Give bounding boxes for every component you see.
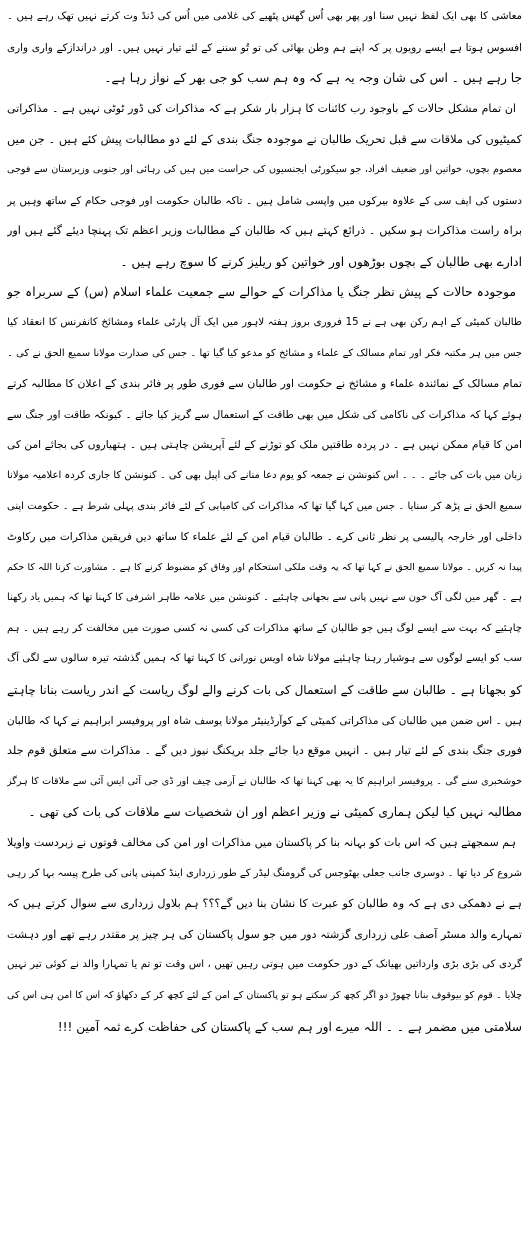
text-line: معاشی کا بھی ایک لفظ نہیں سنا اور پھر بھی اُس گھس پٹھیے کی غلامی میں اُس کی ڈنڈ وت کرتے نہیں تھک رہے ہیں ۔ bbox=[7, 11, 522, 22]
text-line: کمیٹیوں کی ملاقات سے قبل تحریک طالبان نے موجودہ جنگ بندی کے لئے دو مطالبات پیش کئے ہیں ۔ جن میں bbox=[7, 132, 522, 147]
text-line: دستوں کی ایف سی کے علاوہ بیرکوں میں واپسی شامل ہیں ۔ تاکہ طالبان حکومت اور فوجی حکام کے ساتھ وہیں پر bbox=[7, 194, 522, 207]
text-line: ہے ۔ گھر میں لگی آگ خون سے نہیں پانی سے بجھانی چاہئیے ۔ کنونشن میں علامہ طاہر اشرفی کا کہنا تھا کہ ہمیں یاد رکھنا bbox=[7, 592, 522, 604]
text-line: تمہارے والد مسٹر آصف علی زرداری گزشتہ دور میں جو سول پاکستان کی ہر چیز پر مقتدر رہے تھے اور دہشت bbox=[7, 927, 522, 941]
text-line: زبان میں بات کی جائے ۔ ۔ ۔ اس کنونشن نے جمعہ کو یوم دعا منانے کی اپیل بھی کی ۔ کنونشن کا جاری کردہ اعلامیہ مولانا bbox=[7, 469, 522, 481]
text-line: موجودہ حالات کے پیش نظر جنگ یا مذاکرات کے حوالے سے جمعیت علماء اسلام (س) کے سربراہ جو bbox=[7, 285, 516, 300]
text-line: امن کا قیام ممکن نہیں ہے ۔ در پردہ طاقتیں ملک کو توڑنے کے لئے آپریشن چاہتی ہیں ۔ ہتھیاروں کی بجائے امن کی bbox=[7, 439, 522, 452]
text-line: شروع کر دیا تھا ۔ دوسری جانب جعلی بھٹوجس کی گرومنگ لیڈر کے طور زرداری اینڈ کمپنی پانی کی طرح پیسہ بہا کر رہی bbox=[7, 867, 522, 879]
text-line: ہم سمجھتے ہیں کہ اس بات کو بہانہ بنا کر پاکستان میں مذاکرات اور امن کی مخالف قوتوں نے زبردست واویلا bbox=[7, 836, 516, 850]
text-line: داخلی اور خارجہ پالیسی پر نظر ثانی کرے ۔ طالبان قیام امن کے لئے علماء کا ساتھ دیں فریقین مذاکرات میں رکاوٹ bbox=[7, 531, 522, 544]
text-line: تمام مسالک کے نمائندہ علماء و مشائخ نے حکومت اور طالبان سے فوری طور پر فائر بندی کے اعلان کا مطالبہ کرتے bbox=[7, 377, 522, 391]
text-line: براہ راست مذاکرات ہو سکیں ۔ ذرائع کہتے ہیں کہ طالبان کے مطالبات وزیر اعظم تک پہنچا دیئے گئے ہیں اور bbox=[7, 224, 522, 238]
text-line: ادارے بھی طالبان کے بچوں بوڑھوں اور خواتین کو ریلیز کرنے کا سوچ رہے ہیں ۔ bbox=[120, 254, 522, 269]
text-line: سلامتی میں مضمر ہے ۔ ۔ اللہ میرے اور ہم سب کے پاکستان کی حفاظت کرے ثمہ آمین !!! bbox=[57, 1019, 522, 1034]
text-line: کو بجھانا ہے ۔ طالبان سے طاقت کے استعمال کی بات کرنے والے لوگ ریاست کے اندر ریاست بنانا چاہتے bbox=[7, 683, 522, 698]
text-line: فوری جنگ بندی کے لئے تیار ہیں ۔ انہیں موقع دیا جائے جلد بریکنگ نیوز دیں گے ۔ مذاکرات سے متعلق قوم جلد bbox=[7, 744, 522, 758]
text-line: جا رہے ہیں ۔ اس کی شان وجہ یہ ہے کہ وہ ہم سب کو جی بھر کے نواز رہا ہے۔ bbox=[104, 71, 522, 86]
paragraph bbox=[7, 94, 522, 278]
text-line: چاہئیے کہ بہت سے ایسے لوگ ہیں جو طالبان کے ساتھ مذاکرات کی کسی نہ کسی صورت میں مخالفت کر رہے ہیں ۔ ہم bbox=[7, 622, 522, 634]
text-line: خوشخبری سنے گی ۔ پروفیسر ابراہیم کا یہ بھی کہنا تھا کہ طالبان نے آرمی چیف اور ڈی جی آئی ایس آئی سے ملاقات کا ہرگز bbox=[7, 775, 522, 787]
text-line: جس میں ہر مکتبہ فکر اور تمام مسالک کے علماء و مشائخ کو مدعو کیا گیا تھا ۔ جس کی صدارت مولانا سمیع الحق نے کی ۔ bbox=[7, 347, 522, 359]
text-line: گردی کی بڑی بڑی وارداتیں بھیانک کے دور حکومت میں ہوتی رہیں تھیں ، اس وقت تو تم یا تمہارا والد نے کوئی تیر نہیں bbox=[7, 959, 522, 971]
text-line: پیدا نہ کریں ۔ مولانا سمیع الحق نے کہا تھا کہ یہ وقت ملکی استحکام اور وفاق کو مضبوط کرنے کا ہے ۔ مشاورت کرنا اللہ کا حکم bbox=[7, 561, 522, 573]
text-line: سمیع الحق نے پڑھ کر سنایا ۔ جس میں کہا گیا تھا کہ مذاکرات کی کامیابی کے لئے فائر بندی پہلی شرط ہے ۔ حکومت اپنی bbox=[7, 500, 522, 512]
paragraph bbox=[7, 277, 522, 828]
text-line: ان تمام مشکل حالات کے باوجود رب کائنات کا ہزار بار شکر ہے کہ مذاکرات کی ڈور ٹوٹی نہیں ہے ۔ مذاکراتی bbox=[7, 101, 516, 115]
paragraph bbox=[7, 828, 522, 1042]
text-line: ہوئے کہا کہ مذاکرات کی ناکامی کی شکل میں بھی طاقت کے استعمال سے گریز کیا جائے ۔ کیونکہ طاقت اور جنگ سے bbox=[7, 408, 522, 421]
text-line: معصوم بچوں، خواتین اور ضعیف افراد، جو سیکورٹی ایجنسیوں کی حراست میں ہیں کی رہائی اور جنوبی وزیرستان سے فوجی bbox=[7, 163, 522, 175]
text-line: طالبان کمیٹی کے اہم رکن بھی ہے نے 15 فروری بروز ہفتہ لاہور میں ایک آل پارٹی علماء ومشائخ کانفرنس کا انعقاد کیا bbox=[7, 316, 522, 328]
text-line: چلایا ۔ قوم کو بیوقوف بنانا چھوڑ دو اگر کچھ کر سکتے ہو تو پاکستان کے امن کے لئے کچھ کر کے دکھاؤ کہ اس کا امن ہی اس کی bbox=[7, 990, 522, 1001]
text-line: ہے نے دھمکی دی ہے کہ وہ طالبان کو عبرت کا نشان بنا دیں گے؟؟؟ ہم بلاول زرداری سے سوال کرتے ہیں کہ bbox=[7, 897, 522, 911]
text-line: افسوس ہوتا ہے ایسے رویوں پر کہ اپنے ہم وطن بھائی کی تو تُو سننے کے لئے تیار نہیں ہیں۔ اور دراندازکے واری واری bbox=[7, 41, 522, 54]
paragraph bbox=[7, 2, 522, 94]
text-line: سب کو ایسے لوگوں سے ہوشیار رہنا چاہئیے مولانا شاہ اویس نورانی کا کہنا تھا کہ ہمیں گذشتہ تیرہ سالوں سے لگی آگ bbox=[7, 653, 522, 665]
text-line: ہیں ۔ اس ضمن میں طالبان کی مذاکراتی کمیٹی کے کوآرڈینیٹر مولانا یوسف شاہ اور پروفیسر ابراہیم نے کہا کہ طالبان bbox=[7, 714, 522, 727]
text-line: مطالبہ نہیں کیا لیکن ہماری کمیٹی نے وزیر اعظم اور ان شخصیات سے ملاقات کی بات کی تھی ۔ bbox=[28, 805, 522, 820]
